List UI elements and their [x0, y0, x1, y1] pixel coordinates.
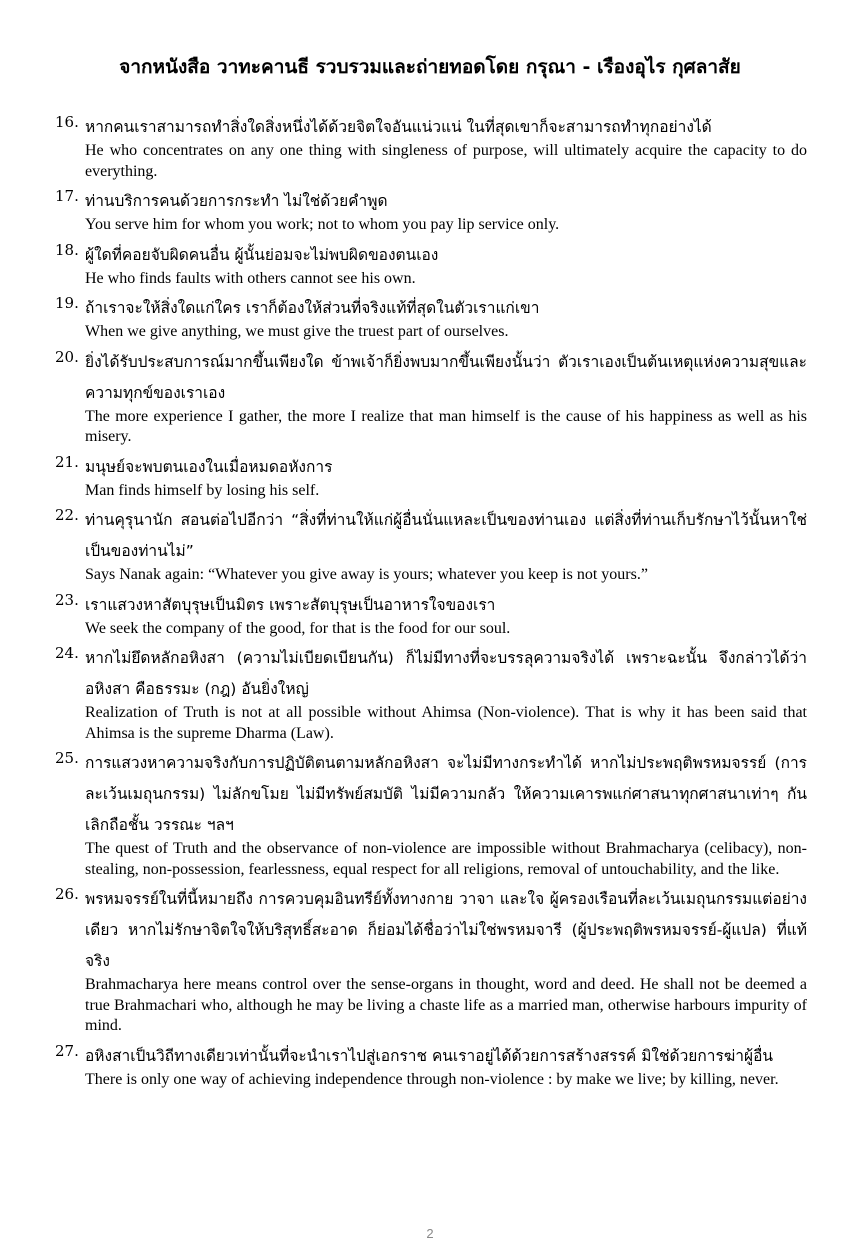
quote-item: [55, 643, 807, 744]
english-text: You serve him for whom you work; not to whom you pay lip service only.: [85, 216, 560, 233]
item-number: 25.: [55, 749, 79, 767]
thai-text: ยิ่งได้รับประสบการณ์มากขึ้นเพียงใด ข้าพเจ้าก็ยิ่งพบมากขึ้นเพียงนั้นว่า ตัวเราเองเป็นต้นเหตุแห่งความสุขและความทุกข์ของเราเอง: [85, 352, 807, 402]
thai-text: หากคนเราสามารถทำสิ่งใดสิ่งหนึ่งได้ด้วยจิตใจอันแน่วแน่ ในที่สุดเขาก็จะสามารถทำทุกอย่างได้: [85, 118, 712, 136]
english-text: He who finds faults with others cannot see his own.: [85, 269, 416, 287]
thai-text: การแสวงหาความจริงกับการปฏิบัติตนตามหลักอหิงสา จะไม่มีทางกระทำได้ หากไม่ประพฤติพรหมจรรย์ (การละเว้นเมถุนกรรม) ไม่ลักขโมย ไม่มีทรัพย์สมบัติ ไม่มีความกลัว ให้ความเคารพแก่ศาสนาทุกศาสนาเท่าๆ กัน เลิกถือชั้น วรรณะ ฯลฯ: [85, 754, 807, 834]
quote-item: [55, 240, 807, 290]
item-number: 23.: [55, 590, 79, 609]
thai-text: ผู้ใดที่คอยจับผิดคนอื่น ผู้นั้นย่อมจะไม่พบผิดของตนเอง: [85, 245, 439, 264]
quote-item: [55, 884, 807, 1037]
english-text: The quest of Truth and the observance of non-violence are impossible without Brahmacharya (celibacy), non-stealing, non-possession, fearlessness, equal respect for all religions, removal of untouchability, and the like.: [85, 840, 807, 878]
quote-item: [55, 347, 807, 448]
quote-item: [55, 748, 807, 880]
item-number: 18.: [55, 240, 79, 259]
quote-item: [55, 293, 807, 343]
quote-item: [55, 590, 807, 640]
item-number: 19.: [55, 294, 79, 312]
thai-text: หากไม่ยึดหลักอหิงสา (ความไม่เบียดเบียนกัน) ก็ไม่มีทางที่จะบรรลุความจริงได้ เพราะฉะนั้น จึงกล่าวได้ว่า อหิงสา คือธรรมะ (กฎ) อันยิ่งใหญ่: [85, 649, 807, 698]
english-text: Realization of Truth is not at all possible without Ahimsa (Non-violence). That is why it has been said that Ahimsa is the supreme Dharma (Law).: [85, 704, 807, 742]
english-text: Brahmacharya here means control over the sense-organs in thought, word and deed. He shall not be deemed a true Brahmachari who, although he may be living a chaste life as a married man, otherwise harbours impurity of mind.: [85, 976, 807, 1034]
quote-item: [55, 505, 807, 586]
english-text: He who concentrates on any one thing with singleness of purpose, will ultimately acquire the capacity to do everything.: [85, 142, 807, 180]
thai-text: อหิงสาเป็นวิถีทางเดียวเท่านั้นที่จะนำเราไปสู่เอกราช คนเราอยู่ได้ด้วยการสร้างสรรค์ มิใช่ด้วยการฆ่าผู้อื่น: [85, 1046, 773, 1065]
english-text: The more experience I gather, the more I realize that man himself is the cause of his happiness as well as his misery.: [85, 407, 807, 445]
quote-item: [55, 186, 807, 236]
page-number: 2: [426, 1226, 434, 1241]
item-number: 17.: [55, 187, 79, 205]
english-text: When we give anything, we must give the truest part of ourselves.: [85, 323, 509, 340]
thai-text: เราแสวงหาสัตบุรุษเป็นมิตร เพราะสัตบุรุษเป็นอาหารใจของเรา: [85, 595, 496, 614]
english-text: We seek the company of the good, for that is the food for our soul.: [85, 619, 511, 637]
thai-text: ถ้าเราจะให้สิ่งใดแก่ใคร เราก็ต้องให้ส่วนที่จริงแท้ที่สุดในตัวเราแก่เขา: [85, 299, 540, 317]
item-number: 24.: [55, 644, 79, 662]
item-number: 22.: [55, 506, 79, 524]
item-number: 21.: [55, 452, 79, 471]
quote-item: [55, 112, 807, 182]
thai-text: ท่านคุรุนานัก สอนต่อไปอีกว่า “สิ่งที่ท่านให้แก่ผู้อื่นนั่นแหละเป็นของท่านเอง แต่สิ่งที่ท่านเก็บรักษาไว้นั้นหาใช่เป็นของท่านไม่”: [85, 511, 807, 560]
item-number: 27.: [55, 1041, 79, 1060]
quote-list: [55, 112, 807, 1094]
item-number: 16.: [55, 113, 79, 131]
quote-item: [55, 452, 807, 502]
item-number: 26.: [55, 885, 79, 903]
item-number: 20.: [55, 347, 79, 366]
english-text: Says Nanak again: “Whatever you give away is yours; whatever you keep is not yours.”: [85, 566, 648, 583]
thai-text: ท่านบริการคนด้วยการกระทำ ไม่ใช่ด้วยคำพูด: [85, 192, 388, 210]
quote-item: [55, 1041, 807, 1091]
page-header: จากหนังสือ วาทะคานธี รวบรวมและถ่ายทอดโดย กรุณา - เรืองอุไร กุศลาสัย: [119, 56, 741, 78]
thai-text: มนุษย์จะพบตนเองในเมื่อหมดอหังการ: [85, 457, 333, 476]
english-text: There is only one way of achieving independence through non-violence : by make we live; by killing, never.: [85, 1070, 779, 1088]
english-text: Man finds himself by losing his self.: [85, 481, 320, 499]
thai-text: พรหมจรรย์ในที่นี้หมายถึง การควบคุมอินทรีย์ทั้งทางกาย วาจา และใจ ผู้ครองเรือนที่ละเว้นเมถุนกรรมแต่อย่างเดียว หากไม่รักษาจิตใจให้บริสุทธิ์สะอาด ก็ย่อมได้ชื่อว่าไม่ใช่พรหมจารี (ผู้ประพฤติพรหมจรรย์-ผู้แปล) ที่แท้จริง: [85, 890, 807, 970]
